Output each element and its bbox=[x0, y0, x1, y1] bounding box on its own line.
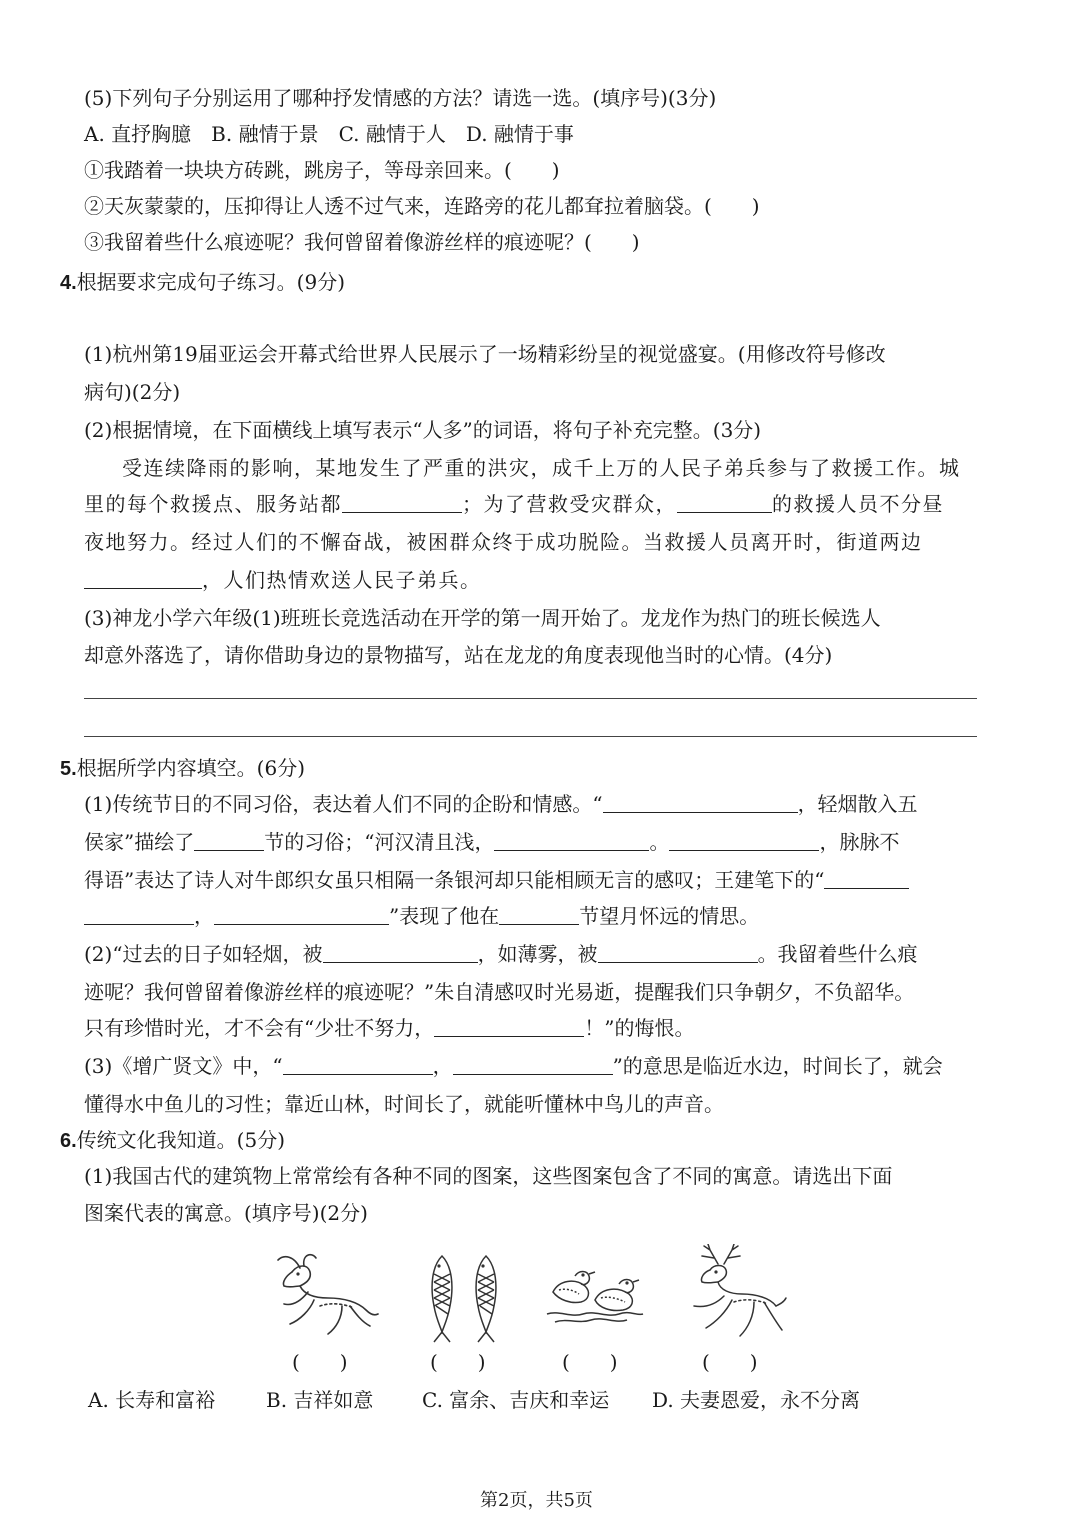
q3-5-stem: (5)下列句子分别运用了哪种抒发情感的方法？请选一选。(填序号)(3分) bbox=[84, 86, 717, 110]
q5-line-9: 懂得水中鱼儿的习性；靠近山林，时间长了，就能听懂林中鸟儿的声音。 bbox=[84, 1092, 724, 1116]
q4-2-context-line-3: 夜地努力。经过人们的不懈奋战，被困群众终于成功脱险。当救援人员离开时，街道两边 bbox=[84, 530, 923, 554]
answer-blank[interactable] bbox=[323, 944, 478, 963]
q5-text: ， bbox=[432, 1054, 453, 1078]
q4-2-context-line-2 bbox=[84, 494, 944, 514]
context-text: 里的每个救援点、服务站都 bbox=[84, 492, 342, 516]
q5-text: ”表现了他在 bbox=[389, 904, 500, 928]
q3-5-sentence-1: ①我踏着一块块方砖跳，跳房子，等母亲回来。( ) bbox=[84, 158, 560, 182]
q5-text: 侯家”描绘了 bbox=[84, 830, 195, 854]
q6-answer-paren-1[interactable]: ( ) bbox=[292, 1350, 348, 1374]
writing-line-2[interactable] bbox=[84, 736, 977, 737]
answer-blank[interactable] bbox=[84, 570, 202, 589]
q5-text: (1)传统节日的不同习俗，表达着人们不同的企盼和情感。“ bbox=[84, 792, 603, 816]
q6-option-c: C. 富余、吉庆和幸运 bbox=[422, 1388, 610, 1412]
goat-icon bbox=[270, 1250, 385, 1340]
q4-2-context-line-1: 受连续降雨的影响，某地发生了严重的洪灾，成千上万的人民子弟兵参与了救援工作。城 bbox=[122, 456, 961, 480]
answer-blank[interactable] bbox=[283, 1056, 433, 1075]
q5-number: 5. bbox=[60, 758, 77, 780]
answer-blank[interactable] bbox=[677, 494, 772, 513]
q4-3-line-1: (3)神龙小学六年级(1)班班长竞选活动在开学的第一周开始了。龙龙作为热门的班长候选人 bbox=[84, 606, 881, 630]
answer-blank[interactable] bbox=[342, 494, 462, 513]
q5-text: ”的意思是临近水边，时间长了，就会 bbox=[612, 1054, 943, 1078]
context-text: ；为了营救受灾群众， bbox=[462, 492, 677, 516]
q5-heading bbox=[60, 758, 305, 779]
writing-line-1[interactable] bbox=[84, 698, 977, 699]
context-text: 的救援人员不分昼 bbox=[772, 492, 944, 516]
answer-blank[interactable] bbox=[84, 906, 194, 925]
q5-text: ，轻烟散入五 bbox=[797, 792, 918, 816]
q4-number: 4. bbox=[60, 272, 77, 294]
q6-answer-paren-2[interactable]: ( ) bbox=[430, 1350, 486, 1374]
answer-blank[interactable] bbox=[499, 906, 579, 925]
q5-text: ， bbox=[194, 904, 214, 928]
q3-5-sentence-3: ③我留着些什么痕迹呢？我何曾留着像游丝样的痕迹呢？( ) bbox=[84, 230, 640, 254]
q5-line-4 bbox=[84, 906, 759, 926]
q4-1-line-1: (1)杭州第19届亚运会开幕式给世界人民展示了一场精彩纷呈的视觉盛宴。(用修改符号修改 bbox=[84, 342, 886, 366]
q5-line-2 bbox=[84, 832, 899, 852]
page-number: 第2页，共5页 bbox=[480, 1490, 593, 1511]
q5-text: 得语”表达了诗人对牛郎织女虽只相隔一条银河却只能相顾无言的感叹；王建笔下的“ bbox=[84, 868, 825, 892]
q4-2-context-line-4 bbox=[84, 570, 482, 590]
q5-line-8 bbox=[84, 1056, 943, 1076]
fish-pair-icon bbox=[420, 1252, 510, 1344]
q6-heading bbox=[60, 1130, 285, 1151]
q5-text: 。 bbox=[649, 830, 670, 854]
answer-blank[interactable] bbox=[194, 832, 264, 851]
q5-line-6: 迹呢？我何曾留着像游丝样的痕迹呢？”朱自清感叹时光易逝，提醒我们只争朝夕，不负韶华。 bbox=[84, 980, 915, 1004]
q5-line-1 bbox=[84, 794, 918, 814]
answer-blank[interactable] bbox=[214, 906, 389, 925]
q4-heading bbox=[60, 272, 345, 293]
q6-answer-paren-3[interactable]: ( ) bbox=[562, 1350, 618, 1374]
q6-option-d: D. 夫妻恩爱，永不分离 bbox=[652, 1388, 861, 1412]
answer-blank[interactable] bbox=[669, 832, 819, 851]
answer-blank[interactable] bbox=[603, 794, 798, 813]
q5-line-3 bbox=[84, 870, 909, 890]
q6-option-b: B. 吉祥如意 bbox=[266, 1388, 374, 1412]
context-text: ，人们热情欢送人民子弟兵。 bbox=[202, 568, 482, 592]
q5-title: 根据所学内容填空。(6分) bbox=[76, 756, 306, 780]
mandarin-ducks-icon bbox=[545, 1258, 645, 1328]
q3-5-sentence-2: ②天灰蒙蒙的，压抑得让人透不过气来，连路旁的花儿都耷拉着脑袋。( ) bbox=[84, 194, 760, 218]
deer-icon bbox=[680, 1244, 790, 1342]
q4-title: 根据要求完成句子练习。(9分) bbox=[76, 270, 346, 294]
q6-title: 传统文化我知道。(5分) bbox=[76, 1128, 286, 1152]
q5-text: ，如薄雾，被 bbox=[477, 942, 598, 966]
q6-1-line-1: (1)我国古代的建筑物上常常绘有各种不同的图案，这些图案包含了不同的寓意。请选出下面 bbox=[84, 1164, 893, 1188]
answer-blank[interactable] bbox=[434, 1018, 584, 1037]
q6-option-a: A. 长寿和富裕 bbox=[88, 1388, 216, 1412]
q4-2-stem: (2)根据情境，在下面横线上填写表示“人多”的词语，将句子补充完整。(3分) bbox=[84, 418, 762, 442]
answer-blank[interactable] bbox=[453, 1056, 613, 1075]
q5-line-5 bbox=[84, 944, 918, 964]
q5-text: (2)“过去的日子如轻烟，被 bbox=[84, 942, 323, 966]
answer-blank[interactable] bbox=[824, 870, 909, 889]
q5-text: ，脉脉不 bbox=[819, 830, 900, 854]
q4-1-line-2: 病句)(2分) bbox=[84, 380, 181, 404]
q4-3-line-2: 却意外落选了，请你借助身边的景物描写，站在龙龙的角度表现他当时的心情。(4分) bbox=[84, 643, 833, 667]
q5-text: (3)《增广贤文》中，“ bbox=[84, 1054, 283, 1078]
q6-number: 6. bbox=[60, 1130, 77, 1152]
q3-5-options: A. 直抒胸臆 B. 融情于景 C. 融情于人 D. 融情于事 bbox=[84, 122, 574, 146]
q5-line-7 bbox=[84, 1018, 694, 1038]
q5-text: 节望月怀远的情思。 bbox=[579, 904, 760, 928]
q6-1-line-2: 图案代表的寓意。(填序号)(2分) bbox=[84, 1201, 368, 1225]
q5-text: 。我留着些什么痕 bbox=[757, 942, 918, 966]
q5-text: 只有珍惜时光，才不会有“少壮不努力， bbox=[84, 1016, 435, 1040]
answer-blank[interactable] bbox=[598, 944, 758, 963]
q5-text: 节的习俗；“河汉清且浅， bbox=[264, 830, 495, 854]
q5-text: ！”的悔恨。 bbox=[584, 1016, 695, 1040]
q6-answer-paren-4[interactable]: ( ) bbox=[702, 1350, 758, 1374]
answer-blank[interactable] bbox=[494, 832, 649, 851]
